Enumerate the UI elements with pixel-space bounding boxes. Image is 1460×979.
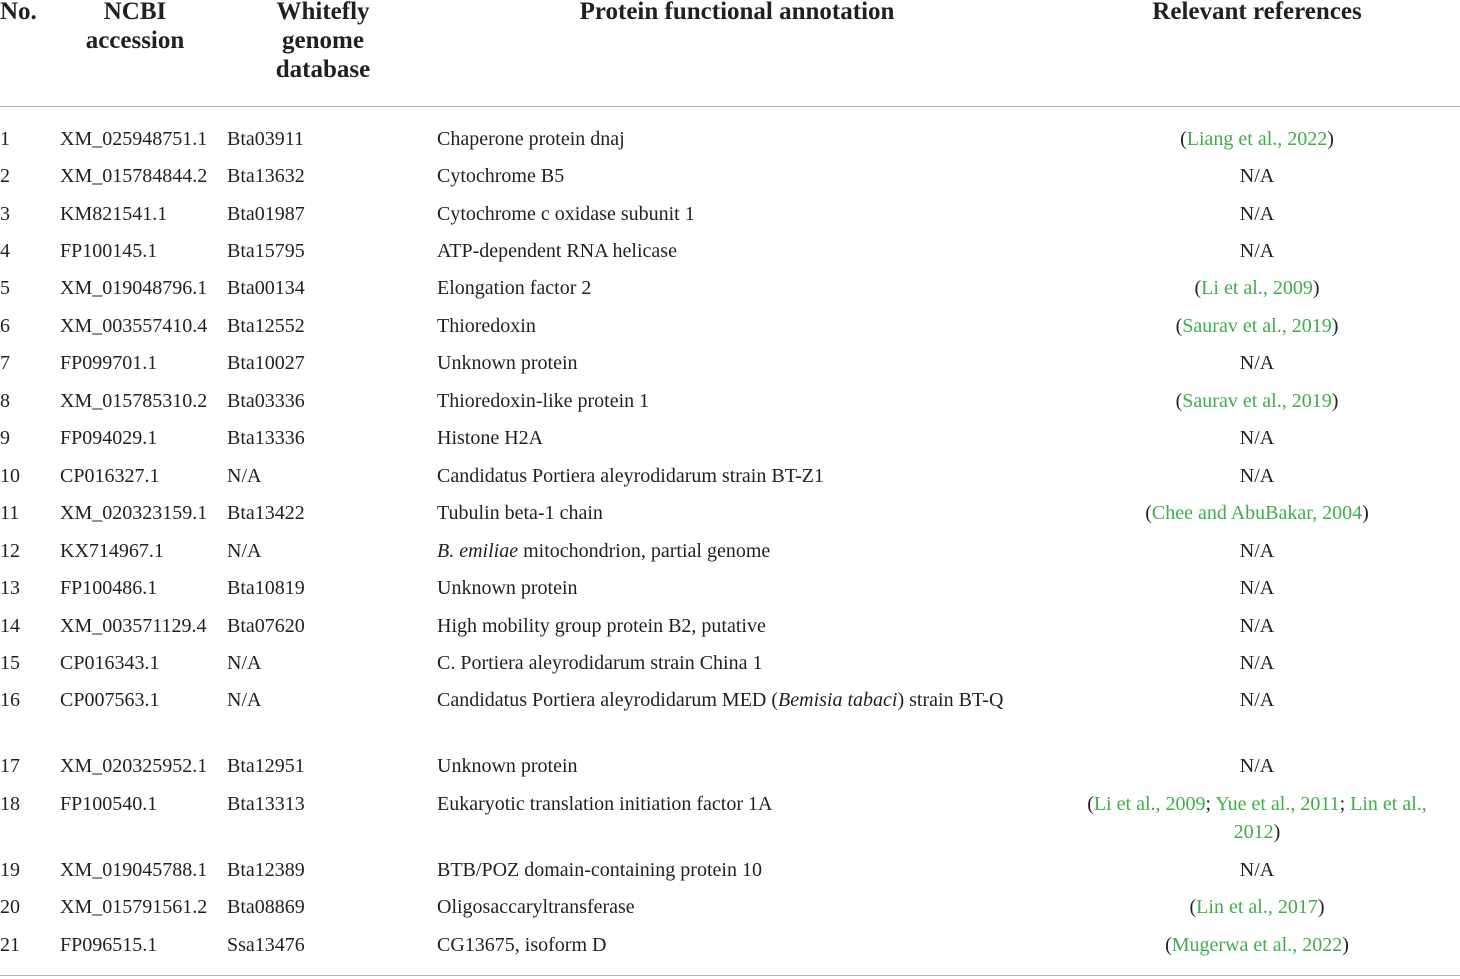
paren-open: ( (1165, 934, 1172, 956)
protein-text: ATP-dependent RNA helicase (437, 240, 677, 262)
table-bottom-rule (0, 975, 1460, 976)
protein-annotation (437, 312, 1057, 340)
protein-text: Chaperone protein dnaj (437, 128, 625, 150)
ncbi-accession: CP016327.1 (60, 465, 160, 487)
protein-annotation (437, 752, 1057, 780)
reference-link[interactable]: Mugerwa et al., 2022 (1171, 934, 1343, 956)
protein-annotation (437, 237, 1057, 265)
protein-annotation (437, 349, 1057, 377)
relevant-reference (1062, 312, 1452, 340)
whitefly-genome-id: Bta12951 (227, 755, 305, 777)
whitefly-genome-id: Bta08869 (227, 896, 305, 918)
protein-annotation (437, 931, 1057, 959)
paren-open: ( (1189, 896, 1197, 918)
reference-link[interactable]: Saurav et al., 2019 (1182, 315, 1332, 337)
ncbi-accession: CP016343.1 (60, 652, 160, 674)
row-number: 3 (0, 203, 10, 225)
ncbi-accession: FP096515.1 (60, 934, 158, 956)
ncbi-accession: XM_019048796.1 (60, 277, 208, 299)
protein-text: Oligosaccaryltransferase (437, 896, 635, 918)
reference-link[interactable]: Chee and AbuBakar, 2004 (1151, 502, 1363, 524)
relevant-reference (1062, 856, 1452, 884)
ncbi-accession: FP100145.1 (60, 240, 158, 262)
ncbi-accession: KX714967.1 (60, 540, 164, 562)
protein-species-italic: Bemisia tabaci (778, 689, 898, 711)
row-number: 2 (0, 165, 10, 187)
header-ncbi-line: NCBI (103, 0, 167, 25)
protein-text: C. Portiera aleyrodidarum strain China 1 (437, 652, 763, 674)
row-number: 20 (0, 896, 20, 918)
paren-close: ) (1362, 502, 1369, 524)
reference-na: N/A (1239, 652, 1275, 674)
ncbi-accession: XM_015784844.2 (60, 165, 208, 187)
row-number: 10 (0, 465, 20, 487)
whitefly-genome-id: Bta00134 (227, 277, 305, 299)
protein-annotation (437, 856, 1057, 884)
reference-na: N/A (1239, 165, 1275, 187)
whitefly-genome-id: Bta13422 (227, 502, 305, 524)
protein-annotation (437, 893, 1057, 921)
relevant-reference (1062, 162, 1452, 190)
header-relevant-references: Relevant references (1152, 0, 1362, 25)
ncbi-accession: FP100486.1 (60, 577, 158, 599)
protein-text: Unknown protein (437, 755, 578, 777)
header-ncbi-accession (60, 0, 210, 55)
reference-link[interactable]: Saurav et al., 2019 (1182, 390, 1332, 412)
whitefly-genome-id: Bta13313 (227, 793, 305, 815)
relevant-reference (1062, 649, 1452, 677)
protein-annotation (437, 387, 1057, 415)
protein-text: Thioredoxin-like protein 1 (437, 390, 650, 412)
relevant-reference (1062, 200, 1452, 228)
table-header (0, 0, 1460, 108)
whitefly-genome-id: Bta10027 (227, 352, 305, 374)
protein-annotation (437, 424, 1057, 452)
whitefly-genome-id: N/A (227, 540, 262, 562)
reference-na: N/A (1239, 427, 1275, 449)
header-protein-annotation: Protein functional annotation (579, 0, 895, 25)
ncbi-accession: FP100540.1 (60, 793, 158, 815)
reference-na: N/A (1239, 615, 1275, 637)
reference-na: N/A (1239, 755, 1275, 777)
whitefly-genome-id: Bta10819 (227, 577, 305, 599)
ncbi-accession: XM_025948751.1 (60, 128, 208, 150)
row-number: 15 (0, 652, 20, 674)
reference-na: N/A (1239, 352, 1275, 374)
paren-close: ) (1331, 390, 1339, 412)
ncbi-accession: XM_020323159.1 (60, 502, 208, 524)
reference-separator: ; (1205, 793, 1216, 815)
ncbi-accession: XM_015785310.2 (60, 390, 208, 412)
protein-annotation (437, 162, 1057, 190)
paren-close: ) (1342, 934, 1349, 956)
protein-text: ) strain BT-Q (897, 689, 1004, 711)
whitefly-genome-id: Bta03336 (227, 390, 305, 412)
protein-species-italic: B. emiliae (437, 540, 519, 562)
ncbi-accession: XM_015791561.2 (60, 896, 208, 918)
protein-text: Cytochrome c oxidase subunit 1 (437, 203, 695, 225)
ncbi-accession: XM_003557410.4 (60, 315, 208, 337)
protein-annotation (437, 649, 1057, 677)
header-no: No. (0, 0, 37, 25)
header-whitefly-line: Whitefly (276, 0, 370, 25)
row-number: 9 (0, 427, 10, 449)
paren-close: ) (1312, 277, 1320, 299)
row-number: 7 (0, 352, 10, 374)
reference-link[interactable]: Lin et al., 2012 (1233, 793, 1427, 843)
protein-text: BTB/POZ domain-containing protein 10 (437, 859, 762, 881)
protein-text: Thioredoxin (437, 315, 536, 337)
protein-text: Unknown protein (437, 577, 578, 599)
row-number: 19 (0, 859, 20, 881)
relevant-reference (1062, 612, 1452, 640)
paren-close: ) (1273, 821, 1281, 843)
row-number: 4 (0, 240, 10, 262)
relevant-reference (1062, 387, 1452, 415)
protein-text: Histone H2A (437, 427, 544, 449)
relevant-reference (1062, 237, 1452, 265)
ncbi-accession: FP094029.1 (60, 427, 158, 449)
protein-annotation (437, 200, 1057, 228)
header-whitefly-genome-database (248, 0, 398, 84)
relevant-reference (1062, 574, 1452, 602)
whitefly-genome-id: Bta07620 (227, 615, 305, 637)
ncbi-accession: XM_003571129.4 (60, 615, 207, 637)
header-whitefly-line: genome (282, 27, 364, 54)
whitefly-genome-id: Bta12552 (227, 315, 305, 337)
relevant-reference (1062, 424, 1452, 452)
reference-link[interactable]: Lin et al., 2017 (1196, 896, 1318, 918)
reference-na: N/A (1239, 240, 1275, 262)
whitefly-genome-id: Bta13336 (227, 427, 305, 449)
whitefly-genome-id: Bta15795 (227, 240, 305, 262)
header-divider (0, 106, 1460, 107)
row-number: 18 (0, 793, 20, 815)
protein-text: High mobility group protein B2, putative (437, 615, 766, 637)
whitefly-genome-id: Bta12389 (227, 859, 305, 881)
reference-separator: ; (1339, 793, 1351, 815)
header-whitefly-line: database (275, 56, 371, 83)
row-number: 5 (0, 277, 10, 299)
relevant-reference (1062, 125, 1452, 153)
row-number: 16 (0, 689, 20, 711)
paren-close: ) (1331, 315, 1339, 337)
reference-na: N/A (1239, 203, 1275, 225)
relevant-reference (1062, 274, 1452, 302)
protein-text: Elongation factor 2 (437, 277, 592, 299)
protein-text: Eukaryotic translation initiation factor 1A (437, 793, 773, 815)
header-ncbi-line: accession (85, 27, 185, 54)
protein-annotation (437, 612, 1057, 640)
relevant-reference (1062, 686, 1452, 714)
protein-text: CG13675, isoform D (437, 934, 607, 956)
whitefly-genome-id: N/A (227, 465, 262, 487)
row-number: 14 (0, 615, 20, 637)
relevant-reference (1062, 537, 1452, 565)
ncbi-accession: XM_020325952.1 (60, 755, 208, 777)
row-number: 21 (0, 934, 20, 956)
row-number: 11 (0, 502, 20, 524)
whitefly-genome-id: Bta13632 (227, 165, 305, 187)
ncbi-accession: CP007563.1 (60, 689, 160, 711)
reference-na: N/A (1239, 577, 1275, 599)
protein-annotation (437, 462, 1057, 490)
reference-na: N/A (1239, 859, 1275, 881)
relevant-reference (1062, 931, 1452, 959)
reference-na: N/A (1239, 689, 1275, 711)
paren-open: ( (1194, 277, 1202, 299)
protein-text: Unknown protein (437, 352, 578, 374)
row-number: 8 (0, 390, 10, 412)
protein-annotation (437, 274, 1057, 302)
protein-annotation (437, 790, 1057, 818)
protein-text: Candidatus Portiera aleyrodidarum MED ( (437, 689, 779, 711)
reference-link[interactable]: Yue et al., 2011 (1215, 793, 1340, 815)
row-number: 13 (0, 577, 20, 599)
paren-open: ( (1175, 390, 1183, 412)
reference-link[interactable]: Liang et al., 2022 (1186, 128, 1328, 150)
paren-close: ) (1317, 896, 1325, 918)
row-number: 6 (0, 315, 10, 337)
paren-open: ( (1180, 128, 1187, 150)
protein-text: Cytochrome B5 (437, 165, 565, 187)
relevant-reference (1062, 893, 1452, 921)
relevant-reference (1062, 790, 1452, 846)
reference-na: N/A (1239, 540, 1275, 562)
row-number: 12 (0, 540, 20, 562)
relevant-reference (1062, 499, 1452, 527)
reference-link[interactable]: Li et al., 2009 (1093, 793, 1206, 815)
relevant-reference (1062, 462, 1452, 490)
protein-annotation (437, 574, 1057, 602)
whitefly-genome-id: Ssa13476 (227, 934, 305, 956)
protein-annotation (437, 125, 1057, 153)
protein-text: Tubulin beta-1 chain (437, 502, 603, 524)
protein-annotation (437, 537, 1057, 565)
paren-open: ( (1087, 793, 1094, 815)
protein-annotation (437, 686, 1057, 714)
ncbi-accession: FP099701.1 (60, 352, 158, 374)
ncbi-accession: KM821541.1 (60, 203, 168, 225)
reference-link[interactable]: Li et al., 2009 (1201, 277, 1313, 299)
protein-annotation (437, 499, 1057, 527)
whitefly-genome-id: Bta03911 (227, 128, 305, 150)
paren-close: ) (1327, 128, 1334, 150)
paren-open: ( (1175, 315, 1183, 337)
relevant-reference (1062, 752, 1452, 780)
ncbi-accession: XM_019045788.1 (60, 859, 208, 881)
row-number: 17 (0, 755, 20, 777)
whitefly-genome-id: N/A (227, 689, 262, 711)
protein-text: mitochondrion, partial genome (518, 540, 771, 562)
paren-open: ( (1145, 502, 1152, 524)
row-number: 1 (0, 128, 10, 150)
whitefly-genome-id: Bta01987 (227, 203, 305, 225)
reference-na: N/A (1239, 465, 1275, 487)
protein-text: Candidatus Portiera aleyrodidarum strain BT-Z1 (437, 465, 824, 487)
whitefly-genome-id: N/A (227, 652, 262, 674)
relevant-reference (1062, 349, 1452, 377)
